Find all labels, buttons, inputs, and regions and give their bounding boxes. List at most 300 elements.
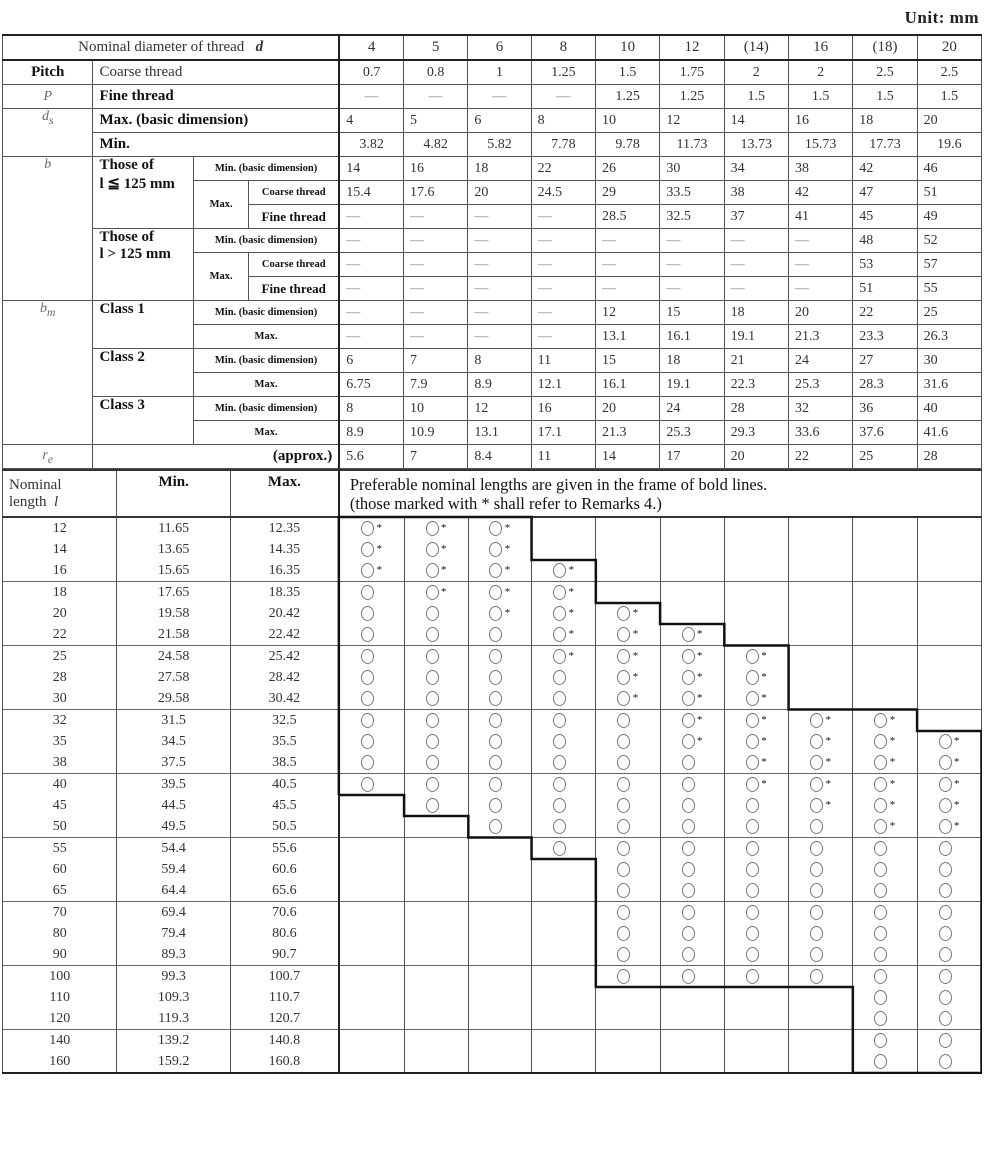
header-row [3, 35, 982, 60]
value-cell: — [724, 277, 788, 301]
b-fine-label: Fine thread [249, 277, 339, 301]
value-cell: 32 [788, 397, 852, 421]
length-max-value: 90.7 [230, 944, 338, 966]
preferable-circle-icon [426, 713, 439, 728]
remark-star-icon: * [761, 650, 767, 663]
preferable-cell [532, 646, 596, 668]
preferable-cell [660, 560, 724, 582]
preferable-circle-icon [746, 883, 759, 898]
value-cell: 20 [468, 181, 531, 205]
length-max-value: 25.42 [230, 646, 338, 668]
preferable-cell [468, 688, 531, 710]
preferable-cell [789, 1008, 853, 1030]
preferable-circle-icon [426, 649, 439, 664]
length-max-value: 100.7 [230, 966, 338, 988]
nominal-length-value: 70 [3, 902, 117, 924]
remark-star-icon: * [632, 607, 639, 620]
value-cell: — [531, 229, 595, 253]
preferable-circle-icon [361, 649, 374, 664]
ds-min-value: 11.73 [660, 133, 724, 157]
preferable-circle-icon [361, 734, 374, 749]
length-min-value: 49.5 [117, 816, 230, 838]
remark-star-icon: * [504, 522, 511, 535]
remark-star-icon: * [376, 543, 382, 556]
preferable-circle-icon [810, 819, 823, 834]
preferable-cell [468, 710, 531, 732]
value-cell: 36 [853, 397, 917, 421]
length-max-value: 50.5 [230, 816, 338, 838]
b-coarse-label: Coarse thread [249, 181, 339, 205]
preferable-circle-icon [426, 798, 439, 813]
value-cell: 15 [660, 301, 724, 325]
length-min-value: 31.5 [117, 710, 230, 732]
preferable-circle-icon [489, 670, 502, 685]
pitch-coarse-value: 1 [468, 60, 531, 85]
preferable-cell [339, 838, 404, 860]
preferable-circle-icon [874, 1033, 887, 1048]
remark-star-icon: * [761, 735, 767, 748]
value-cell: 17 [660, 445, 724, 469]
preferable-cell [532, 966, 596, 988]
preferable-cell [789, 539, 853, 560]
pitch-coarse-value: 0.7 [339, 60, 403, 85]
pitch-fine-value: 1.5 [788, 85, 852, 109]
value-cell: — [531, 301, 595, 325]
length-min-value: 159.2 [117, 1051, 230, 1073]
preferable-cell [660, 774, 724, 796]
preferable-circle-icon [810, 755, 823, 770]
value-cell: 16 [531, 397, 595, 421]
length-row [3, 795, 982, 816]
preferable-cell [724, 966, 788, 988]
preferable-circle-icon [489, 819, 502, 834]
value-cell: 10.9 [404, 421, 468, 445]
value-cell: — [531, 277, 595, 301]
preferable-cell [917, 923, 981, 944]
ds-min-value: 5.82 [468, 133, 531, 157]
remark-star-icon: * [376, 564, 382, 577]
preferable-cell [532, 624, 596, 646]
value-cell: 22 [788, 445, 852, 469]
nominal-diameter-symbol: d [255, 39, 264, 55]
preferable-circle-icon [682, 734, 695, 749]
preferable-cell [339, 859, 404, 880]
b-fine-label: Fine thread [249, 205, 339, 229]
value-cell: 12 [660, 109, 724, 133]
diameter-header-cell: 5 [404, 35, 468, 60]
value-cell: — [595, 253, 659, 277]
preferable-cell [596, 646, 660, 668]
value-cell: 18 [853, 109, 917, 133]
remark-star-icon: * [504, 543, 511, 556]
preferable-circle-icon [939, 905, 952, 920]
preferable-cell [532, 774, 596, 796]
preferable-cell [917, 731, 981, 752]
preferable-circle-icon [874, 755, 887, 770]
ds-min-value: 13.73 [724, 133, 788, 157]
nominal-length-value: 160 [3, 1051, 117, 1073]
remark-star-icon: * [696, 692, 703, 705]
nominal-length-value: 120 [3, 1008, 117, 1030]
preferable-cell [917, 582, 981, 604]
preferable-circle-icon [617, 627, 630, 642]
ds-min-value: 15.73 [788, 133, 852, 157]
preferable-circle-icon [810, 734, 823, 749]
value-cell: 13.1 [595, 325, 659, 349]
preferable-circle-icon [682, 819, 695, 834]
preferable-cell [660, 752, 724, 774]
preferable-cell [596, 987, 660, 1008]
value-cell: 6 [468, 109, 531, 133]
preferable-circle-icon [426, 755, 439, 770]
preferable-cell [532, 731, 596, 752]
remark-star-icon: * [954, 756, 960, 769]
bm-max-label: Max. [193, 373, 339, 397]
value-cell: 26 [595, 157, 659, 181]
preferable-circle-icon [489, 542, 502, 557]
preferable-circle-icon [489, 734, 502, 749]
preferable-cell [789, 923, 853, 944]
nominal-length-value: 12 [3, 517, 117, 539]
preferable-circle-icon [810, 777, 823, 792]
preferable-circle-icon [874, 883, 887, 898]
preferable-circle-icon [746, 819, 759, 834]
value-cell: — [468, 205, 531, 229]
preferable-circle-icon [617, 755, 630, 770]
preferable-circle-icon [682, 627, 695, 642]
preferable-circle-icon [682, 755, 695, 770]
preferable-cell [404, 838, 468, 860]
length-min-value: 69.4 [117, 902, 230, 924]
preferable-circle-icon [617, 670, 630, 685]
preferable-circle-icon [617, 819, 630, 834]
length-min-value: 59.4 [117, 859, 230, 880]
preferable-circle-icon [361, 627, 374, 642]
value-cell: — [468, 325, 531, 349]
value-cell: 51 [853, 277, 917, 301]
preferable-circle-icon [426, 542, 439, 557]
preferable-circle-icon [874, 862, 887, 877]
preferable-cell [404, 1008, 468, 1030]
preferable-cell [404, 646, 468, 668]
value-cell: 25.3 [788, 373, 852, 397]
value-cell: 32.5 [660, 205, 724, 229]
preferable-cell [853, 688, 917, 710]
preferable-cell [468, 624, 531, 646]
preferable-cell [339, 752, 404, 774]
preferable-cell [596, 752, 660, 774]
value-cell: 22 [531, 157, 595, 181]
preferable-circle-icon [810, 798, 823, 813]
preferable-cell [724, 1008, 788, 1030]
preferable-cell [917, 902, 981, 924]
value-cell: 21.3 [595, 421, 659, 445]
value-cell: — [595, 229, 659, 253]
preferable-cell [532, 838, 596, 860]
value-cell: 10 [404, 397, 468, 421]
preferable-circle-icon [553, 777, 566, 792]
preferable-circle-icon [746, 905, 759, 920]
preferable-cell [660, 603, 724, 624]
preferable-cell [339, 603, 404, 624]
length-min-value: 99.3 [117, 966, 230, 988]
preferable-cell [789, 646, 853, 668]
preferable-circle-icon [617, 926, 630, 941]
preferable-cell [404, 923, 468, 944]
preferable-circle-icon [617, 883, 630, 898]
preferable-cell [917, 539, 981, 560]
preferable-cell [596, 731, 660, 752]
length-max-value: 120.7 [230, 1008, 338, 1030]
remark-star-icon: * [954, 799, 960, 812]
preferable-circle-icon [939, 734, 952, 749]
preferable-cell [789, 1051, 853, 1073]
preferable-cell [532, 1051, 596, 1073]
remark-star-icon: * [568, 586, 574, 599]
preferable-circle-icon [874, 798, 887, 813]
preferable-cell [404, 731, 468, 752]
value-cell: 45 [853, 205, 917, 229]
value-cell: — [468, 253, 531, 277]
preferable-cell [660, 902, 724, 924]
note-line2: (those marked with * shall refer to Remarks 4.) [349, 493, 662, 513]
length-min-value: 44.5 [117, 795, 230, 816]
preferable-circle-icon [426, 563, 439, 578]
preferable-cell [468, 987, 531, 1008]
preferable-cell [724, 1030, 788, 1052]
preferable-circle-icon [617, 649, 630, 664]
preferable-cell [404, 539, 468, 560]
preferable-cell [596, 838, 660, 860]
preferable-cell [789, 624, 853, 646]
preferable-cell [724, 902, 788, 924]
ds-min-value: 19.6 [917, 133, 981, 157]
preferable-circle-icon [426, 585, 439, 600]
preferable-circle-icon [874, 1011, 887, 1026]
remark-star-icon: * [954, 778, 960, 791]
preferable-cell [660, 838, 724, 860]
preferable-cell [853, 539, 917, 560]
preferable-cell [404, 774, 468, 796]
length-max-value: 40.5 [230, 774, 338, 796]
preferable-cell [468, 752, 531, 774]
preferable-cell [724, 816, 788, 838]
remark-star-icon: * [440, 586, 447, 599]
value-cell: 12 [595, 301, 659, 325]
preferable-circle-icon [553, 691, 566, 706]
value-cell: 33.6 [788, 421, 852, 445]
length-min-value: 64.4 [117, 880, 230, 902]
remark-star-icon: * [504, 607, 511, 620]
pitch-coarse-value: 2.5 [917, 60, 981, 85]
preferable-cell [339, 582, 404, 604]
remark-star-icon: * [440, 522, 447, 535]
preferable-cell [660, 987, 724, 1008]
preferable-cell [404, 1051, 468, 1073]
preferable-cell [724, 582, 788, 604]
value-cell: — [468, 229, 531, 253]
preferable-cell [724, 688, 788, 710]
value-cell: 34 [724, 157, 788, 181]
value-cell: 17.6 [404, 181, 468, 205]
preferable-cell [404, 624, 468, 646]
preferable-circle-icon [682, 969, 695, 984]
value-cell: 13.1 [468, 421, 531, 445]
preferable-circle-icon [489, 691, 502, 706]
preferable-cell [532, 688, 596, 710]
preferable-circle-icon [874, 969, 887, 984]
preferable-cell [660, 795, 724, 816]
value-cell: 8.9 [339, 421, 403, 445]
preferable-cell [532, 517, 596, 539]
pitch-fine-value: — [531, 85, 595, 109]
preferable-cell [789, 1030, 853, 1052]
value-cell: 17.1 [531, 421, 595, 445]
length-row [3, 1051, 982, 1073]
length-min-value: 139.2 [117, 1030, 230, 1052]
preferable-circle-icon [553, 649, 566, 664]
preferable-cell [339, 816, 404, 838]
preferable-cell [917, 1030, 981, 1052]
preferable-cell [468, 667, 531, 688]
preferable-circle-icon [682, 926, 695, 941]
preferable-cell [404, 966, 468, 988]
preferable-cell [724, 667, 788, 688]
length-row [3, 560, 982, 582]
length-max-value: 55.6 [230, 838, 338, 860]
value-cell: — [531, 205, 595, 229]
preferable-cell [596, 1008, 660, 1030]
preferable-cell [339, 923, 404, 944]
preferable-cell [596, 859, 660, 880]
preferable-cell [468, 923, 531, 944]
preferable-cell [789, 774, 853, 796]
preferable-cell [404, 752, 468, 774]
length-row [3, 1008, 982, 1030]
preferable-cell [468, 795, 531, 816]
preferable-cell [468, 838, 531, 860]
preferable-cell [468, 966, 531, 988]
preferable-circle-icon [553, 755, 566, 770]
preferable-circle-icon [489, 713, 502, 728]
preferable-cell [917, 838, 981, 860]
preferable-circle-icon [361, 542, 374, 557]
nominal-length-value: 60 [3, 859, 117, 880]
value-cell: — [531, 253, 595, 277]
preferable-cell [532, 1030, 596, 1052]
preferable-cell [596, 539, 660, 560]
preferable-circle-icon [361, 713, 374, 728]
remark-star-icon: * [889, 756, 896, 769]
length-row [3, 774, 982, 796]
value-cell: 7.9 [404, 373, 468, 397]
b-group-label-line1: Those of [99, 229, 155, 245]
value-cell: 11 [531, 445, 595, 469]
value-cell: — [468, 277, 531, 301]
length-row [3, 582, 982, 604]
diameter-header-cell: 10 [595, 35, 659, 60]
preferable-circle-icon [810, 883, 823, 898]
length-max-value: 160.8 [230, 1051, 338, 1073]
value-cell: 25 [853, 445, 917, 469]
preferable-cell [404, 667, 468, 688]
preferable-cell [596, 774, 660, 796]
preferable-cell [404, 944, 468, 966]
preferable-circle-icon [361, 606, 374, 621]
remark-star-icon: * [568, 628, 574, 641]
value-cell: 15.4 [339, 181, 403, 205]
preferable-cell [789, 944, 853, 966]
preferable-cell [724, 603, 788, 624]
preferable-circle-icon [939, 755, 952, 770]
length-min-value: 11.65 [117, 517, 230, 539]
preferable-cell [789, 517, 853, 539]
preferable-cell [339, 944, 404, 966]
pitch-fine-value: — [468, 85, 531, 109]
nominal-length-value: 35 [3, 731, 117, 752]
preferable-cell [404, 902, 468, 924]
re-label: (approx.) [93, 445, 339, 469]
preferable-cell [339, 667, 404, 688]
preferable-cell [917, 1051, 981, 1073]
preferable-cell [853, 710, 917, 732]
preferable-circle-icon [682, 947, 695, 962]
b-max-label: Max. [193, 181, 248, 229]
preferable-circle-icon [939, 1011, 952, 1026]
preferable-circle-icon [746, 713, 759, 728]
preferable-circle-icon [426, 777, 439, 792]
preferable-cell [596, 517, 660, 539]
preferable-cell [404, 859, 468, 880]
preferable-cell [404, 688, 468, 710]
preferable-cell [789, 710, 853, 732]
preferable-cell [660, 688, 724, 710]
value-cell: 8 [531, 109, 595, 133]
preferable-cell [532, 944, 596, 966]
preferable-cell [853, 582, 917, 604]
preferable-circle-icon [617, 969, 630, 984]
preferable-circle-icon [874, 990, 887, 1005]
preferable-cell [468, 560, 531, 582]
pitch-label: Pitch [3, 60, 93, 85]
preferable-circle-icon [682, 691, 695, 706]
length-max-value: 140.8 [230, 1030, 338, 1052]
length-max-value: 110.7 [230, 987, 338, 1008]
max-header: Max. [230, 470, 338, 517]
value-cell: — [788, 229, 852, 253]
b-group-label-line1: Those of [99, 157, 155, 173]
length-max-value: 14.35 [230, 539, 338, 560]
remark-star-icon: * [440, 564, 447, 577]
diameter-header-cell: (14) [724, 35, 788, 60]
fine-thread-label: Fine thread [93, 85, 339, 109]
length-row [3, 816, 982, 838]
preferable-cell [917, 944, 981, 966]
preferable-cell [724, 880, 788, 902]
preferable-cell [853, 838, 917, 860]
value-cell: 18 [468, 157, 531, 181]
preferable-cell [724, 710, 788, 732]
preferable-circle-icon [746, 926, 759, 941]
value-cell: 4 [339, 109, 403, 133]
preferable-circle-icon [874, 713, 887, 728]
pitch-fine-value: — [404, 85, 468, 109]
preferable-cell [789, 880, 853, 902]
nominal-length-value: 80 [3, 923, 117, 944]
bm-max-label: Max. [193, 421, 339, 445]
preferable-cell [789, 560, 853, 582]
preferable-circle-icon [617, 691, 630, 706]
